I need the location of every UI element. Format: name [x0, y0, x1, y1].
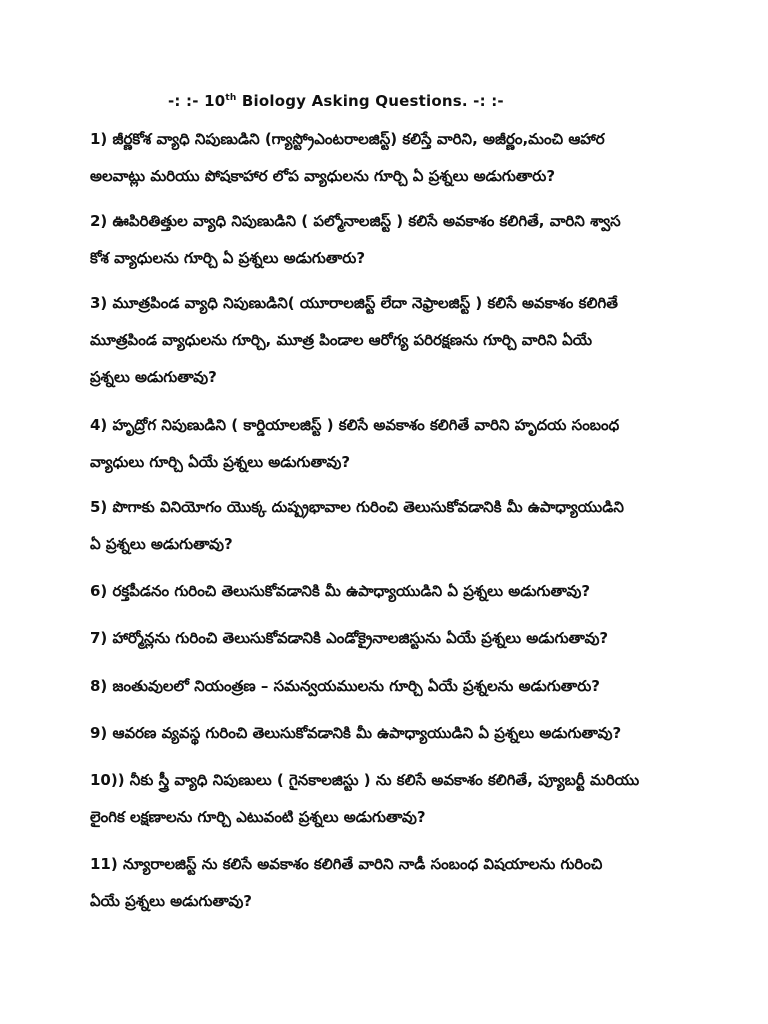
question-line: 5) పొగాకు వినియోగం యొక్క దుష్ప్రభావాల గురించి తెలుసుకోవడానికి మీ ఉపాధ్యాయుడిని	[90, 498, 624, 516]
question-line: ఏయే ప్రశ్నలు అడుగుతావు?	[90, 892, 253, 910]
question-line: కోశ వ్యాధులను గూర్చి ఏ ప్రశ్నలు అడుగుతారు?	[90, 249, 366, 267]
question-8	[90, 668, 680, 705]
question-line: 6) రక్తపీడనం గురించి తెలుసుకోవడానికి మీ ఉపాధ్యాయుడిని ఏ ప్రశ్నలు అడుగుతావు?	[90, 582, 591, 600]
question-3	[90, 285, 680, 396]
question-line: వ్యాధులు గూర్చి ఏయే ప్రశ్నలు అడుగుతావు?	[90, 453, 351, 471]
question-6	[90, 573, 680, 610]
question-line: 3) మూత్రపిండ వ్యాధి నిపుణుడిని( యూరాలజిస్ట్ లేదా నెఫ్రాలజిస్ట్ ) కలిసే అవకాశం కలిగితే	[90, 294, 618, 312]
question-2	[90, 203, 680, 277]
page-title	[168, 92, 504, 110]
question-line: 10)) నీకు స్త్రీ వ్యాధి నిపుణులు ( గైనకాలజిస్టు ) ను కలిసే అవకాశం కలిగితే, ప్యూబర్టీ మరియు	[90, 771, 640, 789]
question-line: 8) జంతువులలో నియంత్రణ – సమన్వయములను గూర్చి ఏయే ప్రశ్నలను అడుగుతారు?	[90, 677, 600, 695]
question-line: 11) న్యూరాలజిస్ట్ ను కలిసే అవకాశం కలిగితే వారిని నాడీ సంబంధ విషయాలను గురించి	[90, 855, 603, 873]
question-line: 2) ఊపిరితిత్తుల వ్యాధి నిపుణుడిని ( పల్మోనాలజిస్ట్ ) కలిసే అవకాశం కలిగితే, వారిని శ్వాస	[90, 212, 621, 230]
question-10	[90, 762, 680, 836]
question-line: ఏ ప్రశ్నలు అడుగుతావు?	[90, 535, 233, 553]
question-5	[90, 489, 680, 563]
question-line: 1) జీర్ణకోశ వ్యాధి నిపుణుడిని (గ్యాస్ట్రోఎంటరాలజిస్ట్) కలిస్తే వారిని, అజీర్ణం,మంచి ఆహార	[90, 130, 605, 148]
question-9	[90, 715, 680, 752]
question-line: 7) హార్మోన్లను గురించి తెలుసుకోవడానికి ఎండోక్రైనాలజిస్టును ఏయే ప్రశ్నలు అడుగుతావు?	[90, 629, 609, 647]
title-prefix: -: :-	[168, 92, 205, 110]
question-4	[90, 407, 680, 481]
title-text: Biology Asking Questions. -: :-	[236, 92, 504, 110]
question-line: 4) హృద్రోగ నిపుణుడిని ( కార్డియాలజిస్ట్ ) కలిసే అవకాశం కలిగితే వారిని హృదయ సంబంధ	[90, 416, 620, 434]
title-number: 10	[204, 92, 226, 110]
question-11	[90, 846, 680, 920]
question-line: 9) ఆవరణ వ్యవస్థ గురించి తెలుసుకోవడానికి మీ ఉపాధ్యాయుడిని ఏ ప్రశ్నలు అడుగుతావు?	[90, 724, 622, 742]
question-7	[90, 620, 680, 657]
title-superscript: th	[225, 93, 237, 103]
question-1	[90, 121, 680, 195]
question-line: మూత్రపిండ వ్యాధులను గూర్చి, మూత్ర పిండాల ఆరోగ్య పరిరక్షణను గూర్చి వారిని ఏయే	[90, 331, 593, 349]
question-line: అలవాట్లు మరియు పోషకాహార లోప వ్యాధులను గూర్చి ఏ ప్రశ్నలు అడుగుతారు?	[90, 167, 556, 185]
question-line: ప్రశ్నలు అడుగుతావు?	[90, 368, 217, 386]
question-line: లైంగిక లక్షణాలను గూర్చి ఎటువంటి ప్రశ్నలు అడుగుతావు?	[90, 808, 426, 826]
